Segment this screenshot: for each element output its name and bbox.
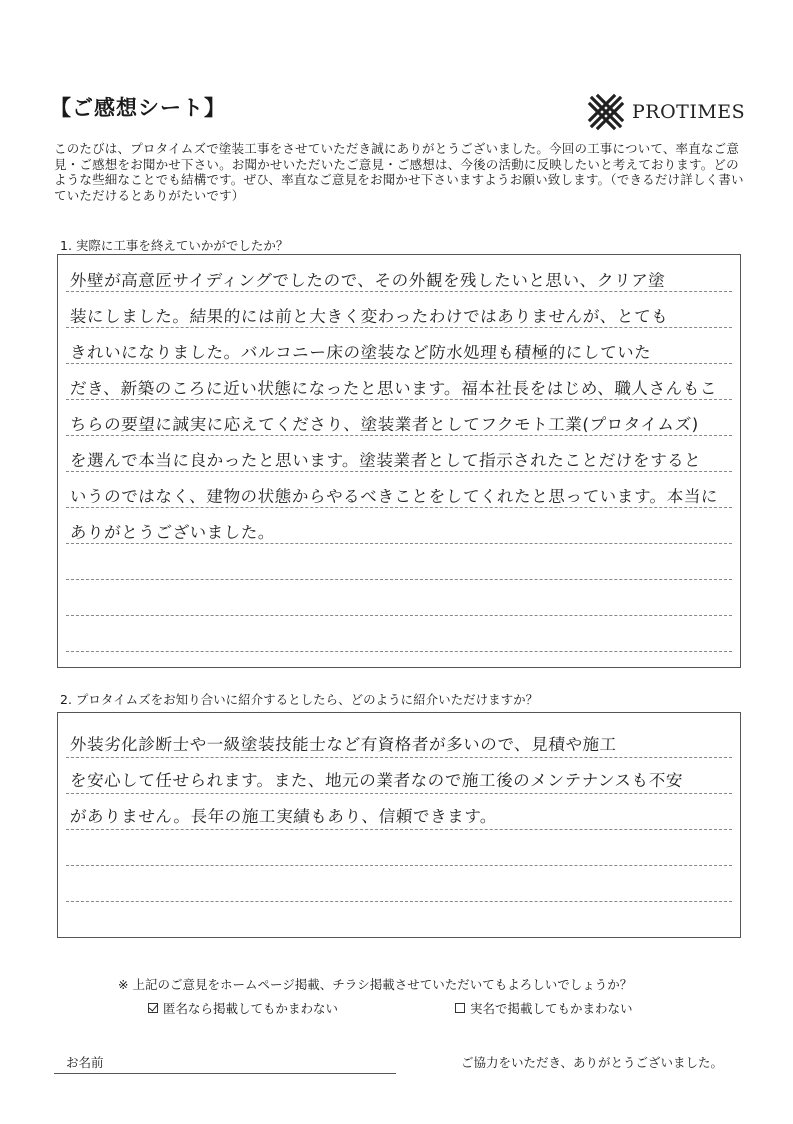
ruled-line [66,651,732,652]
name-field-line[interactable] [54,1073,396,1074]
question-2-label: 2. プロタイムズをお知り合いに紹介するとしたら、どのように紹介いただけますか？ [60,692,539,707]
ruled-line [66,291,732,292]
ruled-line [66,793,732,794]
handwritten-line: ちらの要望に誠実に応えてくださり、塗装業者としてフクモト工業(プロタイムズ) [69,415,700,434]
ruled-line [66,865,732,866]
handwritten-line: を選んで本当に良かったと思います。塗装業者として指示されたことだけをすると [69,451,702,470]
answer-box-2[interactable] [57,712,741,938]
consent-option-anonymous-label: 匿名なら掲載してもかまわない [163,1001,339,1016]
logo-wordmark: PROTIMES [632,101,746,123]
ruled-line [66,757,732,758]
protimes-logo-icon [586,92,626,132]
ruled-line [66,829,732,830]
thanks-text: ご協力をいただき、ありがとうございました。 [461,1055,724,1070]
ruled-line [66,901,732,902]
checkbox-unchecked-icon[interactable] [455,1003,465,1013]
consent-option-anonymous[interactable] [148,999,338,1017]
handwritten-line: 外装劣化診断士や一級塗装技能士など有資格者が多いので、見積や施工 [69,735,618,754]
consent-option-realname[interactable] [455,999,633,1017]
handwritten-line: いうのではなく、建物の状態からやるべきことをしてくれたと思っています。本当に [69,487,719,506]
protimes-logo [586,92,745,132]
ruled-line [66,435,732,436]
handwritten-line: ありがとうございました。 [69,523,276,542]
ruled-line [66,579,732,580]
handwritten-line: を安心して任せられます。また、地元の業者なので施工後のメンテナンスも不安 [69,771,684,790]
ruled-line [66,615,732,616]
question-1-label: 1. 実際に工事を終えていかがでしたか？ [60,238,289,253]
ruled-line [66,507,732,508]
handwritten-line: 装にしました。結果的には前と大きく変わったわけではありませんが、とても [69,307,669,326]
handwritten-line: 外壁が高意匠サイディングでしたので、その外観を残したいと思い、クリア塗 [69,271,666,290]
ruled-line [66,399,732,400]
ruled-line [66,363,732,364]
ruled-line [66,543,732,544]
handwritten-line: きれいになりました。バルコニー床の塗装など防水処理も積極的にしていた [69,343,652,362]
checkbox-checked-icon[interactable] [148,1003,158,1013]
ruled-line [66,327,732,328]
consent-question: ※ 上記のご意見をホームページ掲載、チラシ掲載させていただいてもよろしいでしょうか？ [118,977,633,992]
handwritten-line: がありません。長年の施工実績もあり、信頼できます。 [69,807,498,826]
intro-text: このたびは、プロタイムズで塗装工事をさせていただき誠にありがとうございました。今回の工事について、率直なご意見・ご感想をお聞かせ下さい。お聞かせいただいたご意見・ご感想は、今後の活動に反映したいと考えております。どのような些細なことでも結構です。ぜひ、率直なご意見をお聞かせ下さいますようお願い致します。（できるだけ詳しく書いていただけるとありがたいです） [54,141,744,203]
ruled-line [66,471,732,472]
handwritten-line: だき、新築のころに近い状態になったと思います。福本社長をはじめ、職人さんもこ [69,379,718,398]
consent-option-realname-label: 実名で掲載してもかまわない [470,1001,633,1016]
name-label: お名前 [66,1055,104,1070]
answer-box-1[interactable] [57,254,741,668]
sheet-title: 【ご感想シート】 [50,96,226,120]
